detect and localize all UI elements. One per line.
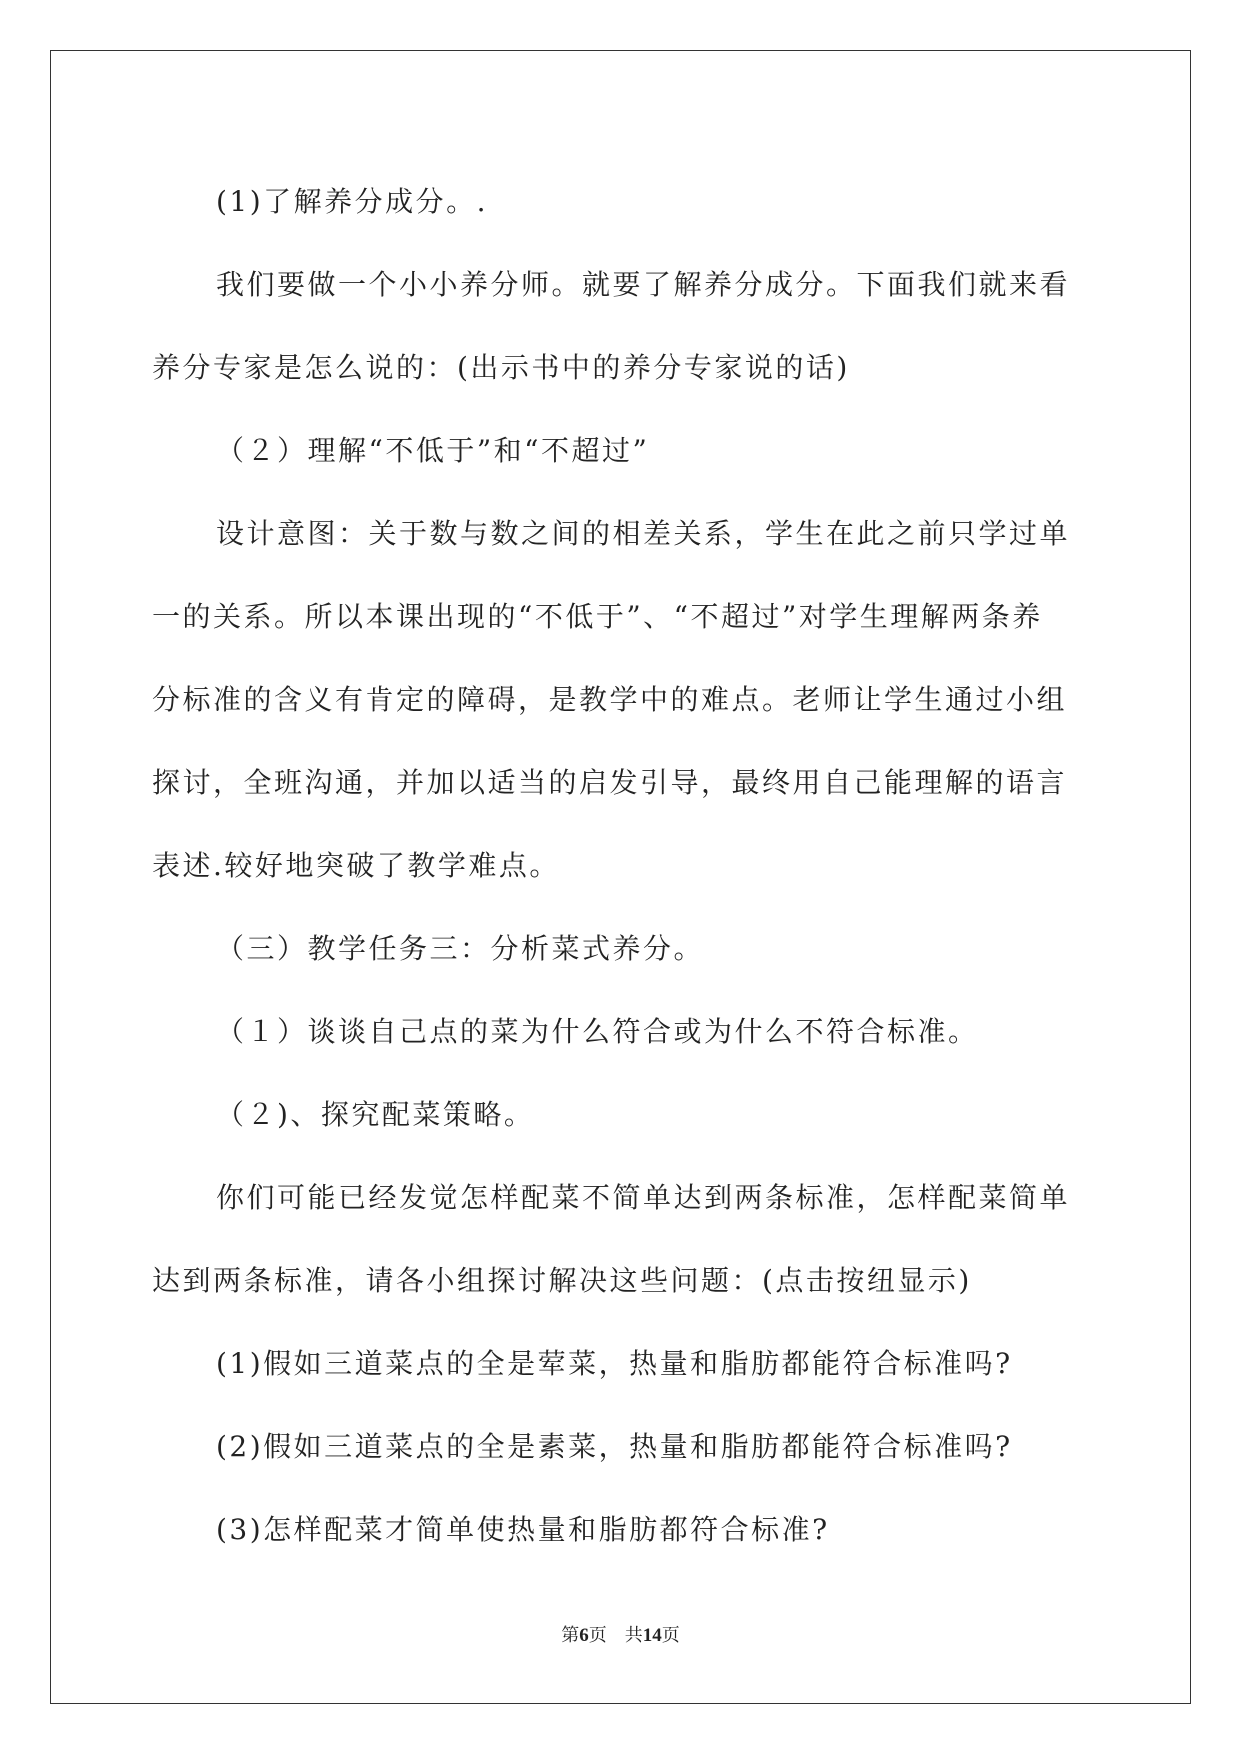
page-footer <box>0 1621 1241 1647</box>
paragraph-line: (1)假如三道菜点的全是荤菜，热量和脂肪都能符合标准吗? <box>216 1347 1013 1380</box>
paragraph-line: 表述.较好地突破了教学难点。 <box>152 849 560 882</box>
paragraph <box>152 1322 1089 1405</box>
paragraph-line: 达到两条标准，请各小组探讨解决这些问题：(点击按纽显示) <box>152 1264 972 1297</box>
footer-total-number: 14 <box>642 1625 662 1646</box>
paragraph-line: (2)假如三道菜点的全是素菜，热量和脂肪都能符合标准吗? <box>216 1430 1013 1463</box>
paragraph <box>152 1405 1089 1488</box>
footer-page-suffix: 页 <box>588 1625 607 1646</box>
document-body <box>152 160 1089 1571</box>
paragraph <box>152 1156 1089 1322</box>
paragraph-line: （三）教学任务三：分析菜式养分。 <box>216 932 705 965</box>
paragraph-line: 设计意图：关于数与数之间的相差关系，学生在此之前只学过单 <box>216 517 1071 550</box>
paragraph <box>152 160 1089 243</box>
paragraph-line: 探讨，全班沟通，并加以适当的启发引导，最终用自己能理解的语言 <box>152 766 1068 799</box>
paragraph <box>152 907 1089 990</box>
paragraph-line: (3)怎样配菜才简单使热量和脂肪都符合标准? <box>216 1513 830 1546</box>
paragraph <box>152 492 1089 907</box>
paragraph-line: （２）理解“不低于”和“不超过” <box>216 434 650 467</box>
paragraph-line: 一的关系。所以本课出现的“不低于”、“不超过”对学生理解两条养 <box>152 600 1043 633</box>
paragraph-line: 分标准的含义有肯定的障碍，是教学中的难点。老师让学生通过小组 <box>152 683 1068 716</box>
paragraph <box>152 990 1089 1073</box>
footer-page-number: 6 <box>579 1625 589 1646</box>
footer-page-prefix: 第 <box>561 1625 580 1646</box>
paragraph <box>152 409 1089 492</box>
footer-total-suffix: 页 <box>661 1625 680 1646</box>
paragraph <box>152 1488 1089 1571</box>
paragraph-line: 我们要做一个小小养分师。就要了解养分成分。下面我们就来看 <box>216 268 1071 301</box>
paragraph-line: 你们可能已经发觉怎样配菜不简单达到两条标准，怎样配菜简单 <box>216 1181 1071 1214</box>
paragraph <box>152 1073 1089 1156</box>
paragraph <box>152 243 1089 409</box>
paragraph-line: （１）谈谈自己点的菜为什么符合或为什么不符合标准。 <box>216 1015 979 1048</box>
footer-total-prefix: 共 <box>624 1625 643 1646</box>
paragraph-line: 养分专家是怎么说的：(出示书中的养分专家说的话) <box>152 351 850 384</box>
paragraph-line: (1)了解养分成分。. <box>216 185 489 218</box>
paragraph-line: （２)、探究配菜策略。 <box>216 1098 535 1131</box>
